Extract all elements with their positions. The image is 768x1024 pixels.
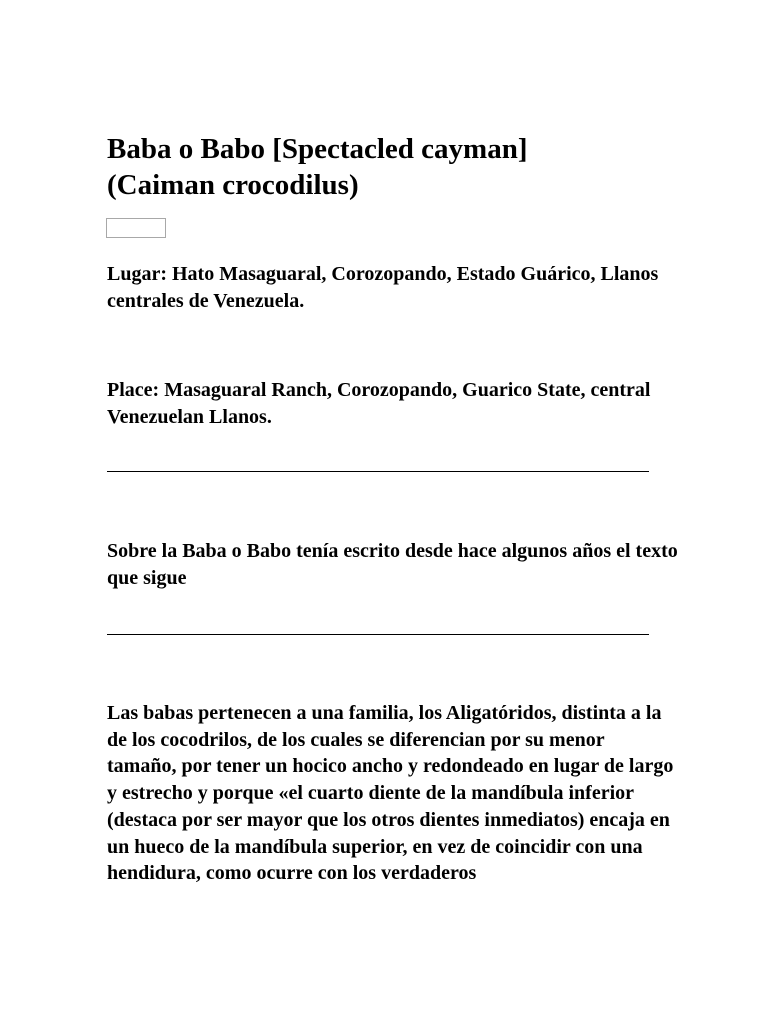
body-paragraph: Las babas pertenecen a una familia, los Aligatóridos, distinta a la de los cocodrilos, de los cuales se diferencian por su menor tamaño, por tener un hocico ancho y redondeado en lugar de largo y estrecho y porque «el cuarto diente de la mandíbula inferior (destaca por ser mayor que los otros dientes inmediatos) encaja en un hueco de la mandíbula superior, en vez de coincidir con una hendidura, como ocurre con los verdaderos — [107, 702, 674, 885]
page-title — [107, 131, 707, 203]
separator-rule — [107, 634, 649, 635]
location-english: Place: Masaguaral Ranch, Corozopando, Guarico State, central Venezuelan Llanos. — [107, 379, 651, 428]
location-spanish: Lugar: Hato Masaguaral, Corozopando, Estado Guárico, Llanos centrales de Venezuela. — [107, 263, 659, 312]
title-line-1: Baba o Babo [Spectacled cayman] — [107, 133, 528, 165]
separator-rule — [107, 471, 649, 472]
intro-paragraph: Sobre la Baba o Babo tenía escrito desde hace algunos años el texto que sigue — [107, 540, 678, 589]
title-line-2: (Caiman crocodilus) — [107, 169, 359, 201]
image-placeholder — [106, 218, 166, 238]
